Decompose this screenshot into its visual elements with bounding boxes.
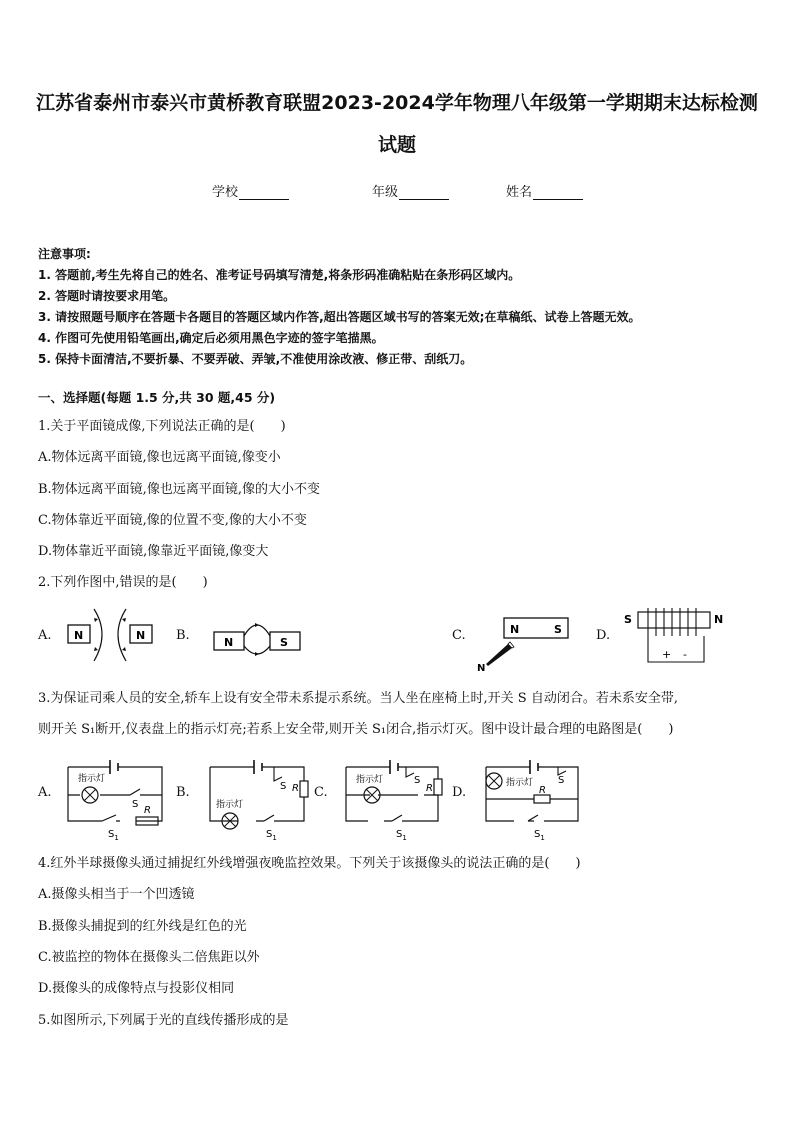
lamp-label: 指示灯	[356, 775, 384, 785]
q2-label-d: D.	[596, 628, 611, 643]
lamp-label: 指示灯	[78, 774, 106, 784]
q2-label-c: C.	[452, 628, 466, 643]
school-field	[212, 181, 289, 200]
q3-line1: 3.为保证司乘人员的安全,轿车上设有安全带未系提示系统。当人坐在座椅上时,开关 S 自动闭合。若未系安全带,	[38, 691, 678, 706]
q5-stem: 5.如图所示,下列属于光的直线传播形成的是	[38, 1013, 289, 1028]
resistor-label: R	[539, 785, 546, 796]
note-item: 2. 答题时请按要求用笔。	[38, 289, 176, 303]
pole-s-label: S	[280, 636, 288, 649]
minus-terminal: -	[683, 648, 687, 661]
pole-n-label: N	[74, 629, 84, 642]
plus-terminal: +	[662, 648, 672, 661]
switch-s-label: S	[280, 781, 287, 792]
grade-label: 年级	[372, 185, 399, 200]
q4-option-a: A.摄像头相当于一个凹透镜	[38, 887, 195, 902]
q4-option-b: B.摄像头捕捉到的红外线是红色的光	[38, 919, 247, 934]
switch-s1-label: $S_1$	[396, 829, 407, 842]
note-item: 5. 保持卡面清洁,不要折暴、不要弄破、弄皱,不准使用涂改液、修正带、刮纸刀。	[38, 352, 473, 366]
q1-option-c: C.物体靠近平面镜,像的位置不变,像的大小不变	[38, 513, 307, 528]
pole-s-label: S	[554, 623, 562, 636]
switch-s1-label: $S_1$	[108, 829, 119, 842]
q3-circuit-d	[478, 755, 584, 843]
q2-figure-d	[620, 602, 732, 668]
q3-label-d: D.	[452, 785, 467, 800]
switch-s-label: S	[558, 775, 565, 786]
q1-option-d: D.物体靠近平面镜,像靠近平面镜,像变大	[38, 544, 269, 559]
q1-option-a: A.物体远离平面镜,像也远离平面镜,像变小	[38, 450, 281, 465]
q3-circuit-c	[340, 755, 444, 843]
q2-figure-b	[210, 610, 306, 662]
grade-field	[372, 181, 449, 200]
q1-stem: 1.关于平面镜成像,下列说法正确的是( )	[38, 419, 286, 434]
name-label: 姓名	[506, 185, 533, 200]
q3-label-a: A.	[38, 785, 52, 800]
note-item: 1. 答题前,考生先将自己的姓名、准考证号码填写清楚,将条形码准确粘贴在条形码区域内。	[38, 268, 521, 282]
grade-blank	[399, 187, 449, 200]
pole-n-label: N	[714, 613, 724, 626]
q3-circuit-a	[62, 755, 166, 843]
lamp-label: 指示灯	[506, 778, 534, 788]
q3-label-c: C.	[314, 785, 328, 800]
q2-label-b: B.	[176, 628, 190, 643]
q1-option-b: B.物体远离平面镜,像也远离平面镜,像的大小不变	[38, 482, 320, 497]
resistor-label: R	[426, 783, 433, 794]
pole-n-label: N	[224, 636, 234, 649]
switch-s1-label: $S_1$	[534, 829, 545, 842]
exam-title: 江苏省泰州市泰兴市黄桥教育联盟2023-2024学年物理八年级第一学期期末达标检测	[36, 92, 758, 114]
q4-stem: 4.红外半球摄像头通过捕捉红外线增强夜晚监控效果。下列关于该摄像头的说法正确的是( )	[38, 856, 581, 871]
pole-n-label: N	[510, 623, 520, 636]
note-item: 3. 请按照题号顺序在答题卡各题目的答题区域内作答,超出答题区域书写的答案无效;在草稿纸、试卷上答题无效。	[38, 310, 641, 324]
name-blank	[533, 187, 583, 200]
notes-heading: 注意事项:	[38, 247, 91, 261]
switch-s1-label: $S_1$	[266, 829, 277, 842]
note-item: 4. 作图可先使用铅笔画出,确定后必须用黑色字迹的签字笔描黑。	[38, 331, 384, 345]
q3-label-b: B.	[176, 785, 190, 800]
pole-s-label: S	[624, 613, 632, 626]
switch-s-label: S	[132, 799, 139, 810]
school-blank	[239, 187, 289, 200]
name-field	[506, 181, 583, 200]
q3-circuit-b	[204, 755, 310, 843]
section-heading: 一、选择题(每题 1.5 分,共 30 题,45 分)	[38, 390, 276, 405]
q2-label-a: A.	[38, 628, 52, 643]
pole-n-label: N	[477, 663, 486, 674]
lamp-label: 指示灯	[216, 800, 244, 810]
resistor-label: R	[292, 783, 299, 794]
switch-s-label: S	[414, 775, 421, 786]
q2-figure-c	[474, 614, 574, 674]
q2-stem: 2.下列作图中,错误的是( )	[38, 575, 208, 590]
school-label: 学校	[212, 185, 239, 200]
q2-figure-a	[64, 605, 164, 669]
q4-option-c: C.被监控的物体在摄像头二倍焦距以外	[38, 950, 260, 965]
exam-title-continued: 试题	[377, 134, 416, 156]
pole-n-label: N	[136, 629, 146, 642]
notes-block	[38, 244, 640, 370]
q3-line2: 则开关 S₁断开,仪表盘上的指示灯亮;若系上安全带,则开关 S₁闭合,指示灯灭。图中设计最合理的电路图是( )	[38, 722, 674, 737]
resistor-label: R	[144, 805, 151, 816]
q4-option-d: D.摄像头的成像特点与投影仪相同	[38, 981, 235, 996]
